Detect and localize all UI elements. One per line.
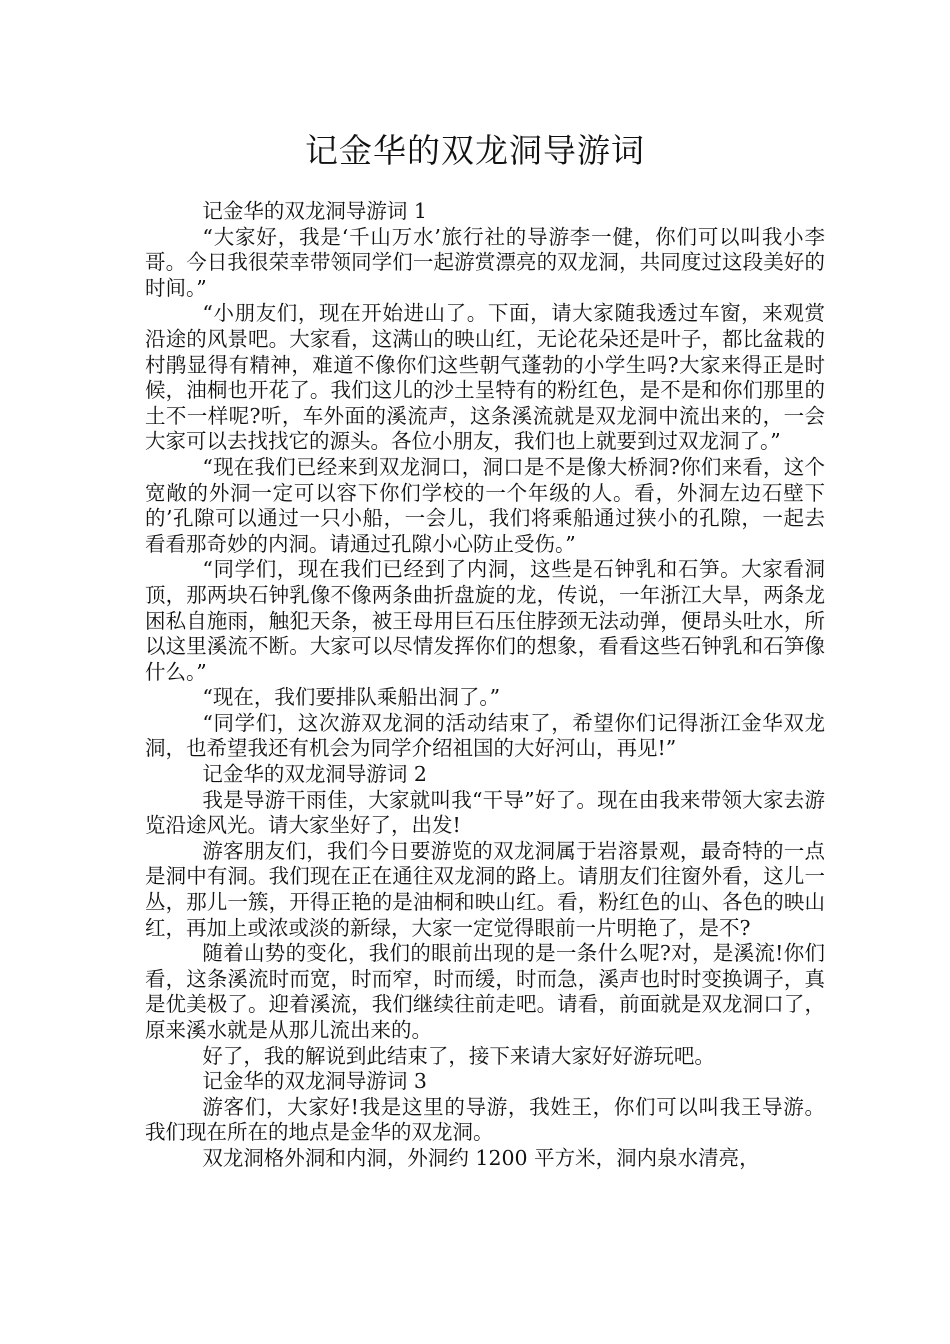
paragraph: “现在我们已经来到双龙洞口，洞口是不是像大桥洞?你们来看，这个宽敞的外洞一定可以容下你们学校的一个年级的人。看，外洞左边石壁下的’孔隙可以通过一只小船，一会儿，我们将乘船通过狭小的孔隙，一起去看看那奇妙的内洞。请通过孔隙小心防止受伤。” [145,454,825,556]
paragraph: 游客朋友们，我们今日要游览的双龙洞属于岩溶景观，最奇特的一点是洞中有洞。我们现在正在通往双龙洞的路上。请朋友们往窗外看，这儿一丛，那儿一簇，开得正艳的是油桐和映山红。看，粉红色的山、各色的映山红，再加上或浓或淡的新绿，大家一定觉得眼前一片明艳了，是不? [145,838,825,940]
document-body [145,199,825,1172]
section-heading: 记金华的双龙洞导游词 2 [202,762,427,787]
paragraph: 游客们，大家好!我是这里的导游，我姓王，你们可以叫我王导游。我们现在所在的地点是金华的双龙洞。 [145,1094,825,1145]
paragraph: 我是导游干雨佳，大家就叫我“干导”好了。现在由我来带领大家去游览沿途风光。请大家坐好了，出发! [145,787,825,838]
paragraph: “同学们，这次游双龙洞的活动结束了，希望你们记得浙江金华双龙洞，也希望我还有机会为同学介绍祖国的大好河山，再见!” [145,710,825,761]
paragraph: 随着山势的变化，我们的眼前出现的是一条什么呢?对，是溪流!你们看，这条溪流时而宽，时而窄，时而缓，时而急，溪声也时时变换调子，真是优美极了。迎着溪流，我们继续往前走吧。请看，前面就是双龙洞口了，原来溪水就是从那儿流出来的。 [145,941,825,1042]
paragraph: 双龙洞格外洞和内洞，外洞约 1200 平方米，洞内泉水清亮， [202,1145,760,1170]
section-heading: 记金华的双龙洞导游词 3 [202,1069,427,1094]
document-title: 记金华的双龙洞导游词 [305,131,645,170]
paragraph: “大家好，我是‘千山万水’旅行社的导游李一健，你们可以叫我小李哥。今日我很荣幸带领同学们一起游赏漂亮的双龙洞，共同度过这段美好的时间。” [145,224,825,300]
paragraph: 好了，我的解说到此结束了，接下来请大家好好游玩吧。 [202,1043,715,1068]
section-heading: 记金华的双龙洞导游词 1 [202,199,427,223]
paragraph: “小朋友们，现在开始进山了。下面，请大家随我透过车窗，来观赏沿途的风景吧。大家看，这满山的映山红，无论花朵还是叶子，都比盆栽的村鹃显得有精神，难道不像你们这些朝气蓬勃的小学生吗?大家来得正是时候，油桐也开花了。我们这儿的沙土呈特有的粉红色，是不是和你们那里的土不一样呢?听，车外面的溪流声，这条溪流就是双龙洞中流出来的，一会大家可以去找找它的源头。各位小朋友，我们也上就要到过双龙洞了。” [145,301,825,454]
paragraph: “现在，我们要排队乘船出洞了。” [202,685,501,710]
paragraph: “同学们，现在我们已经到了内洞，这些是石钟乳和石笋。大家看洞顶，那两块石钟乳像不像两条曲折盘旋的龙，传说，一年浙江大旱，两条龙困私自施雨，触犯天条，被王母用巨石压住脖颈无法动弹，便昂头吐水，所以这里溪流不断。大家可以尽情发挥你们的想象，看看这些石钟乳和石笋像什么。” [145,557,825,684]
